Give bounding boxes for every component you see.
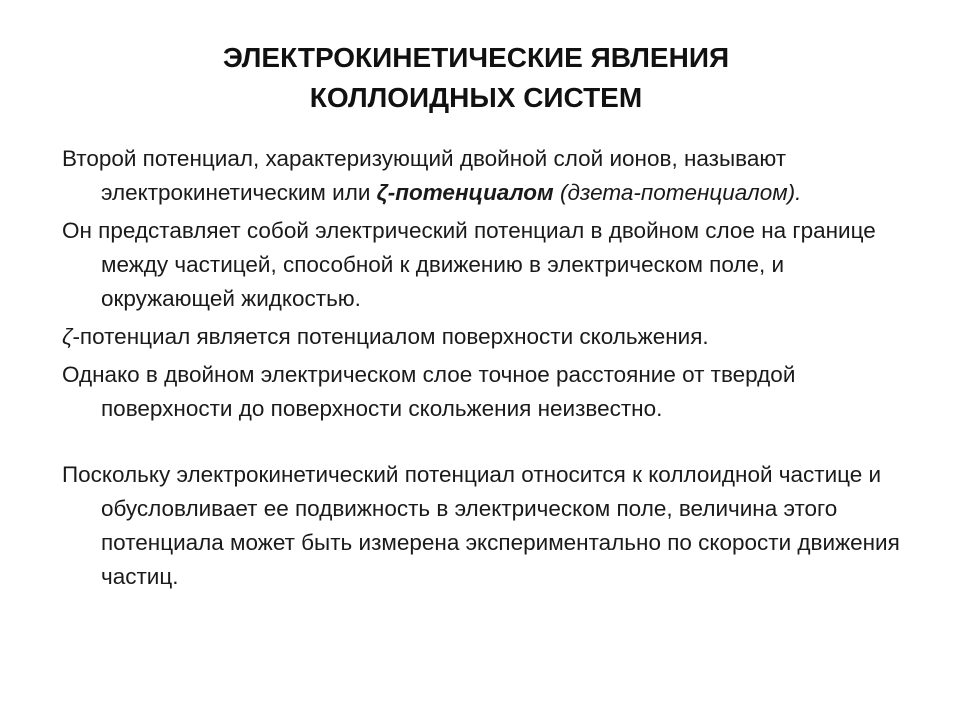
paragraph-measurement: Поскольку электрокинетический потенциал относится к коллоидной частице и обусловливает ее подвижность в электрическом поле, величина этого потенциала может быть измерена экспериментально по скорости движения частиц.: [62, 462, 900, 589]
slide-title: [0, 38, 952, 118]
paragraph-distance-unknown: Однако в двойном электрическом слое точное расстояние от твердой поверхности до поверхности скольжения неизвестно.: [62, 362, 796, 421]
slide-body: [62, 142, 922, 594]
paragraph-text: Второй потенциал, характеризующий двойной слой ионов, называют электрокинетическим или: [62, 146, 787, 205]
paragraph-slip-surface: [62, 320, 922, 354]
paragraph-zeta-definition: [62, 142, 922, 210]
zeta-symbol: ζ: [62, 324, 73, 349]
title-line-1: ЭЛЕКТРОКИНЕТИЧЕСКИЕ ЯВЛЕНИЯ: [222, 42, 730, 73]
zeta-potential-alias: (дзета-потенциалом).: [559, 180, 802, 205]
paragraph-potential-description: Он представляет собой электрический потенциал в двойном слое на границе между частицей, способной к движению в электрическом поле, и окружающей жидкостью.: [62, 218, 876, 311]
title-line-2: КОЛЛОИДНЫХ СИСТЕМ: [309, 82, 643, 113]
paragraph-text: -потенциал является потенциалом поверхности скольжения.: [72, 324, 709, 349]
zeta-potential-term: ζ-потенциалом: [376, 180, 554, 205]
